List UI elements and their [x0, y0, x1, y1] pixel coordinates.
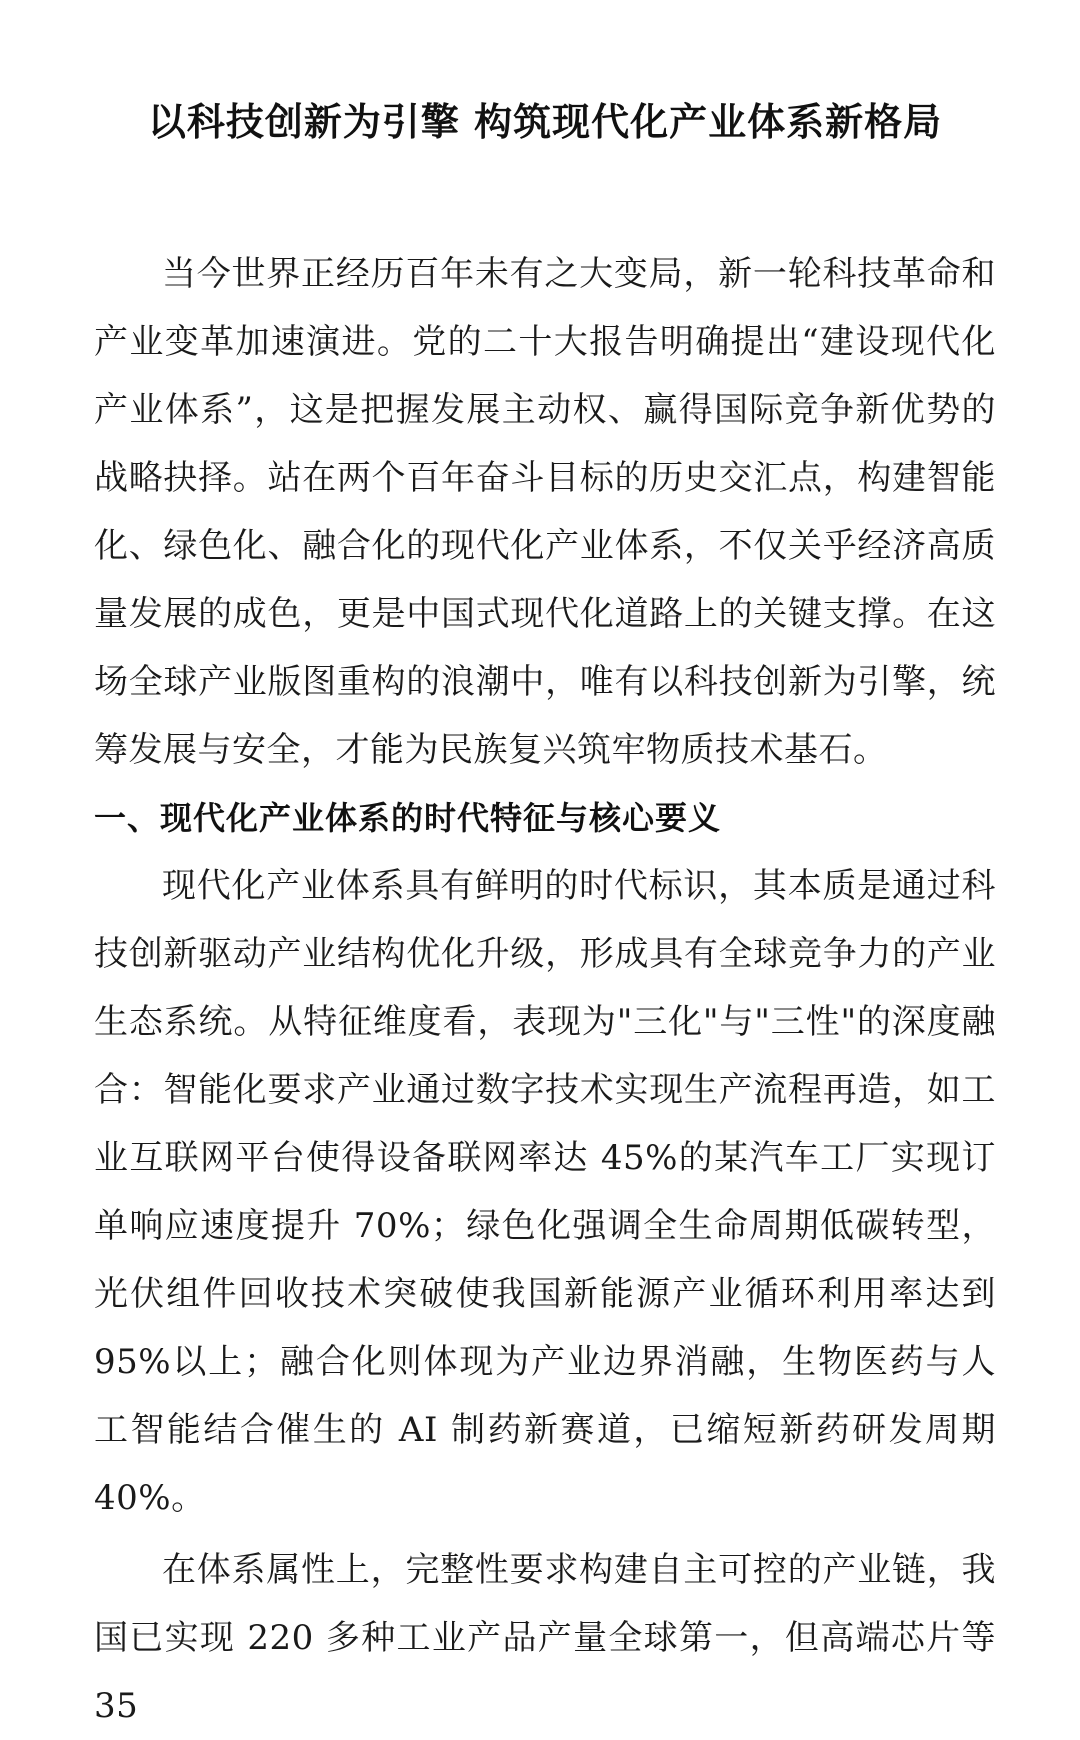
section-1-paragraph-2: 在体系属性上，完整性要求构建自主可控的产业链，我国已实现 220 多种工业产品产量全球第一，但高端芯片等 35 [94, 1550, 996, 1726]
document-title: 以科技创新为引擎 构筑现代化产业体系新格局 [147, 100, 943, 144]
section-1-paragraph-1: 现代化产业体系具有鲜明的时代标识，其本质是通过科技创新驱动产业结构优化升级，形成具有全球竞争力的产业生态系统。从特征维度看，表现为"三化"与"三性"的深度融合：智能化要求产业通过数字技术实现生产流程再造，如工业互联网平台使得设备联网率达 45%的某汽车工厂实现订单响应速度提升 70%；绿色化强调全生命周期低碳转型，光伏组件回收技术突破使我国新能源产业循环利用率达到 95%以上；融合化则体现为产业边界消融，生物医药与人工智能结合催生的 AI 制药新赛道，已缩短新药研发周期 40%。 [94, 866, 996, 1518]
intro-paragraph: 当今世界正经历百年未有之大变局，新一轮科技革命和产业变革加速演进。党的二十大报告明确提出“建设现代化产业体系”，这是把握发展主动权、赢得国际竞争新优势的战略抉择。站在两个百年奋斗目标的历史交汇点，构建智能化、绿色化、融合化的现代化产业体系，不仅关乎经济高质量发展的成色，更是中国式现代化道路上的关键支撑。在这场全球产业版图重构的浪潮中，唯有以科技创新为引擎，统筹发展与安全，才能为民族复兴筑牢物质技术基石。 [94, 254, 996, 770]
section-heading-1: 一、现代化产业体系的时代特征与核心要义 [94, 799, 722, 837]
